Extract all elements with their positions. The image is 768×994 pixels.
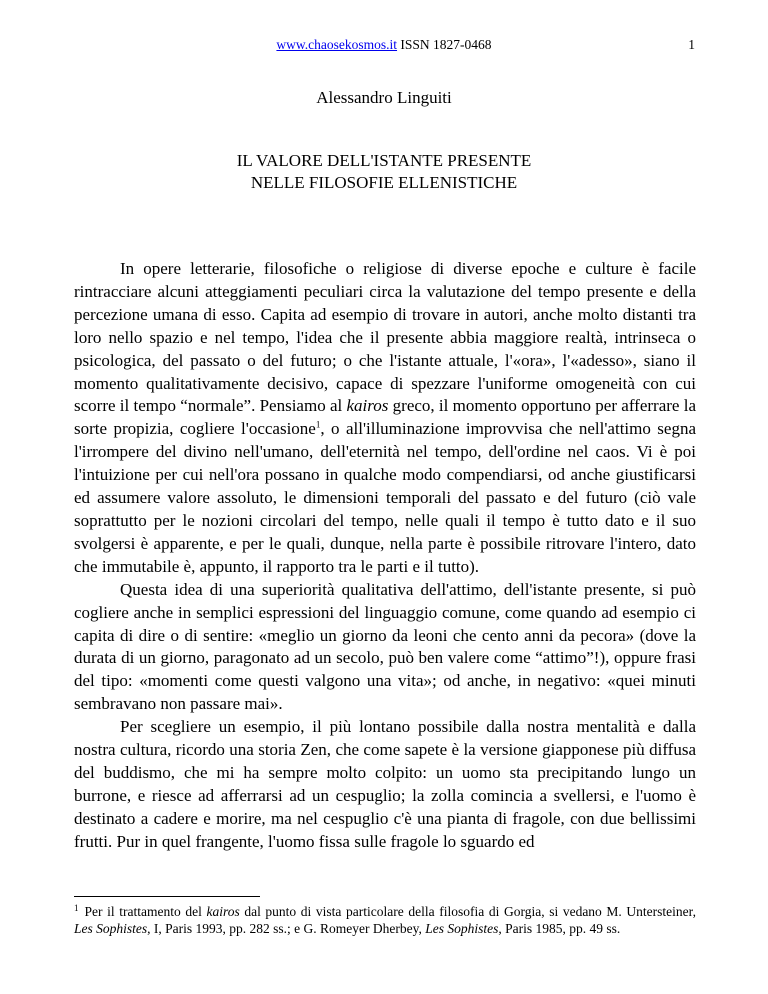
paragraph-1-text-c: , o all'illuminazione improvvisa che nell'attimo segna l'irrompere del divino nell'umano, dell'eternità nel tempo, dell'ordine nel caos. Vi è poi l'intuizione per cui nell'ora possano in qualche modo compendiarsi, od anche giustificarsi ed assumere valore assoluto, le dimensioni temporali del passato e del futuro (ciò vale soprattutto per le nozioni circolari del tempo, nelle quali il tempo è tutto dato e il suo svolgersi è apparente, e per le quali, dunque, nella parte è possibile ritrovare l'intero, dato che immutabile è, appunto, il rapporto tra le parti e il tutto). [74,419,696,576]
paragraph-2: Questa idea di una superiorità qualitativa dell'attimo, dell'istante presente, si può cogliere anche in semplici espressioni del linguaggio comune, come quando ad esempio ci capita di dire o di sentire: «meglio un giorno da leoni che cento anni da pecora» (dove la durata di un giorno, paragonato ad un secolo, può ben valere come “attimo”!), oppure frasi del tipo: «momenti come questi valgono una vita»; od anche, in negativo: «quei minuti sembravano non passare mai». [74,579,696,714]
footnote-text-d: , Paris 1985, pp. 49 ss. [498,920,621,936]
title-line-2: NELLE FILOSOFIE ELLENISTICHE [250,173,518,192]
footnote-1 [74,904,696,938]
paragraph-3: Per scegliere un esempio, il più lontano possibile dalla nostra mentalità e dalla nostra cultura, ricordo una storia Zen, che come sapete è la versione giapponese più diffusa del buddismo, che mi ha sempre molto colpito: un uomo sta precipitando lungo un burrone, e riesce ad afferrarsi ad un cespuglio; la zolla comincia a svellersi, e l'uomo è destinato a cadere e morire, ma nel cespuglio c'è una pianta di fragole, con due bellissimi frutti. Pur in quel frangente, l'uomo fissa sulle fragole lo sguardo ed [74,717,696,851]
footnote-ref-1[interactable]: 1 [315,419,321,430]
issn-text: ISSN 1827-0468 [397,37,492,52]
article-title [0,150,768,194]
footnote-text-b: dal punto di vista particolare della filosofia di Gorgia, si vedano M. Untersteiner, [239,904,696,919]
paragraph-1 [74,258,696,579]
title-line-1: IL VALORE DELL'ISTANTE PRESENTE [236,151,532,170]
footnote-text-a: Per il trattamento del [84,904,207,919]
page-number: 1 [688,37,695,52]
footnote-text-c: , I, Paris 1993, pp. 282 ss.; e G. Romeyer Dherbey, [147,920,426,936]
footnote-kairos-term: kairos [206,904,240,919]
footnote-work-title-1: Les Sophistes [74,920,148,936]
header-source [0,37,768,53]
footnote-work-title-2: Les Sophistes [425,920,499,936]
page-header [0,37,768,57]
author-name: Alessandro Linguiti [316,88,452,107]
kairos-term: kairos [346,396,389,416]
article-body [74,258,696,854]
paragraph-1-text-a: In opere letterarie, filosofiche o religiose di diverse epoche e culture è facile rintracciare alcuni atteggiamenti peculiari circa la valutazione del tempo presente e della percezione umana di esso. Capita ad esempio di trovare in autori, anche molto distanti tra loro nello spazio e nel tempo, l'idea che il presente abbia maggiore realtà, intrinseca o psicologica, del passato o del futuro; o che l'istante attuale, l'«ora», l'«adesso», siano il momento qualitativamente decisivo, capace di spezzare l'uniforme omogeneità con cui scorre il tempo “normale”. Pensiamo al [74,259,696,416]
footnote-separator [74,896,260,897]
paragraph-1-text-b: greco, il momento opportuno per afferrare la sorte propizia, cogliere l'occasione [74,396,696,439]
website-link[interactable]: www.chaosekosmos.it [276,37,398,52]
footnote-mark: 1 [74,902,79,913]
